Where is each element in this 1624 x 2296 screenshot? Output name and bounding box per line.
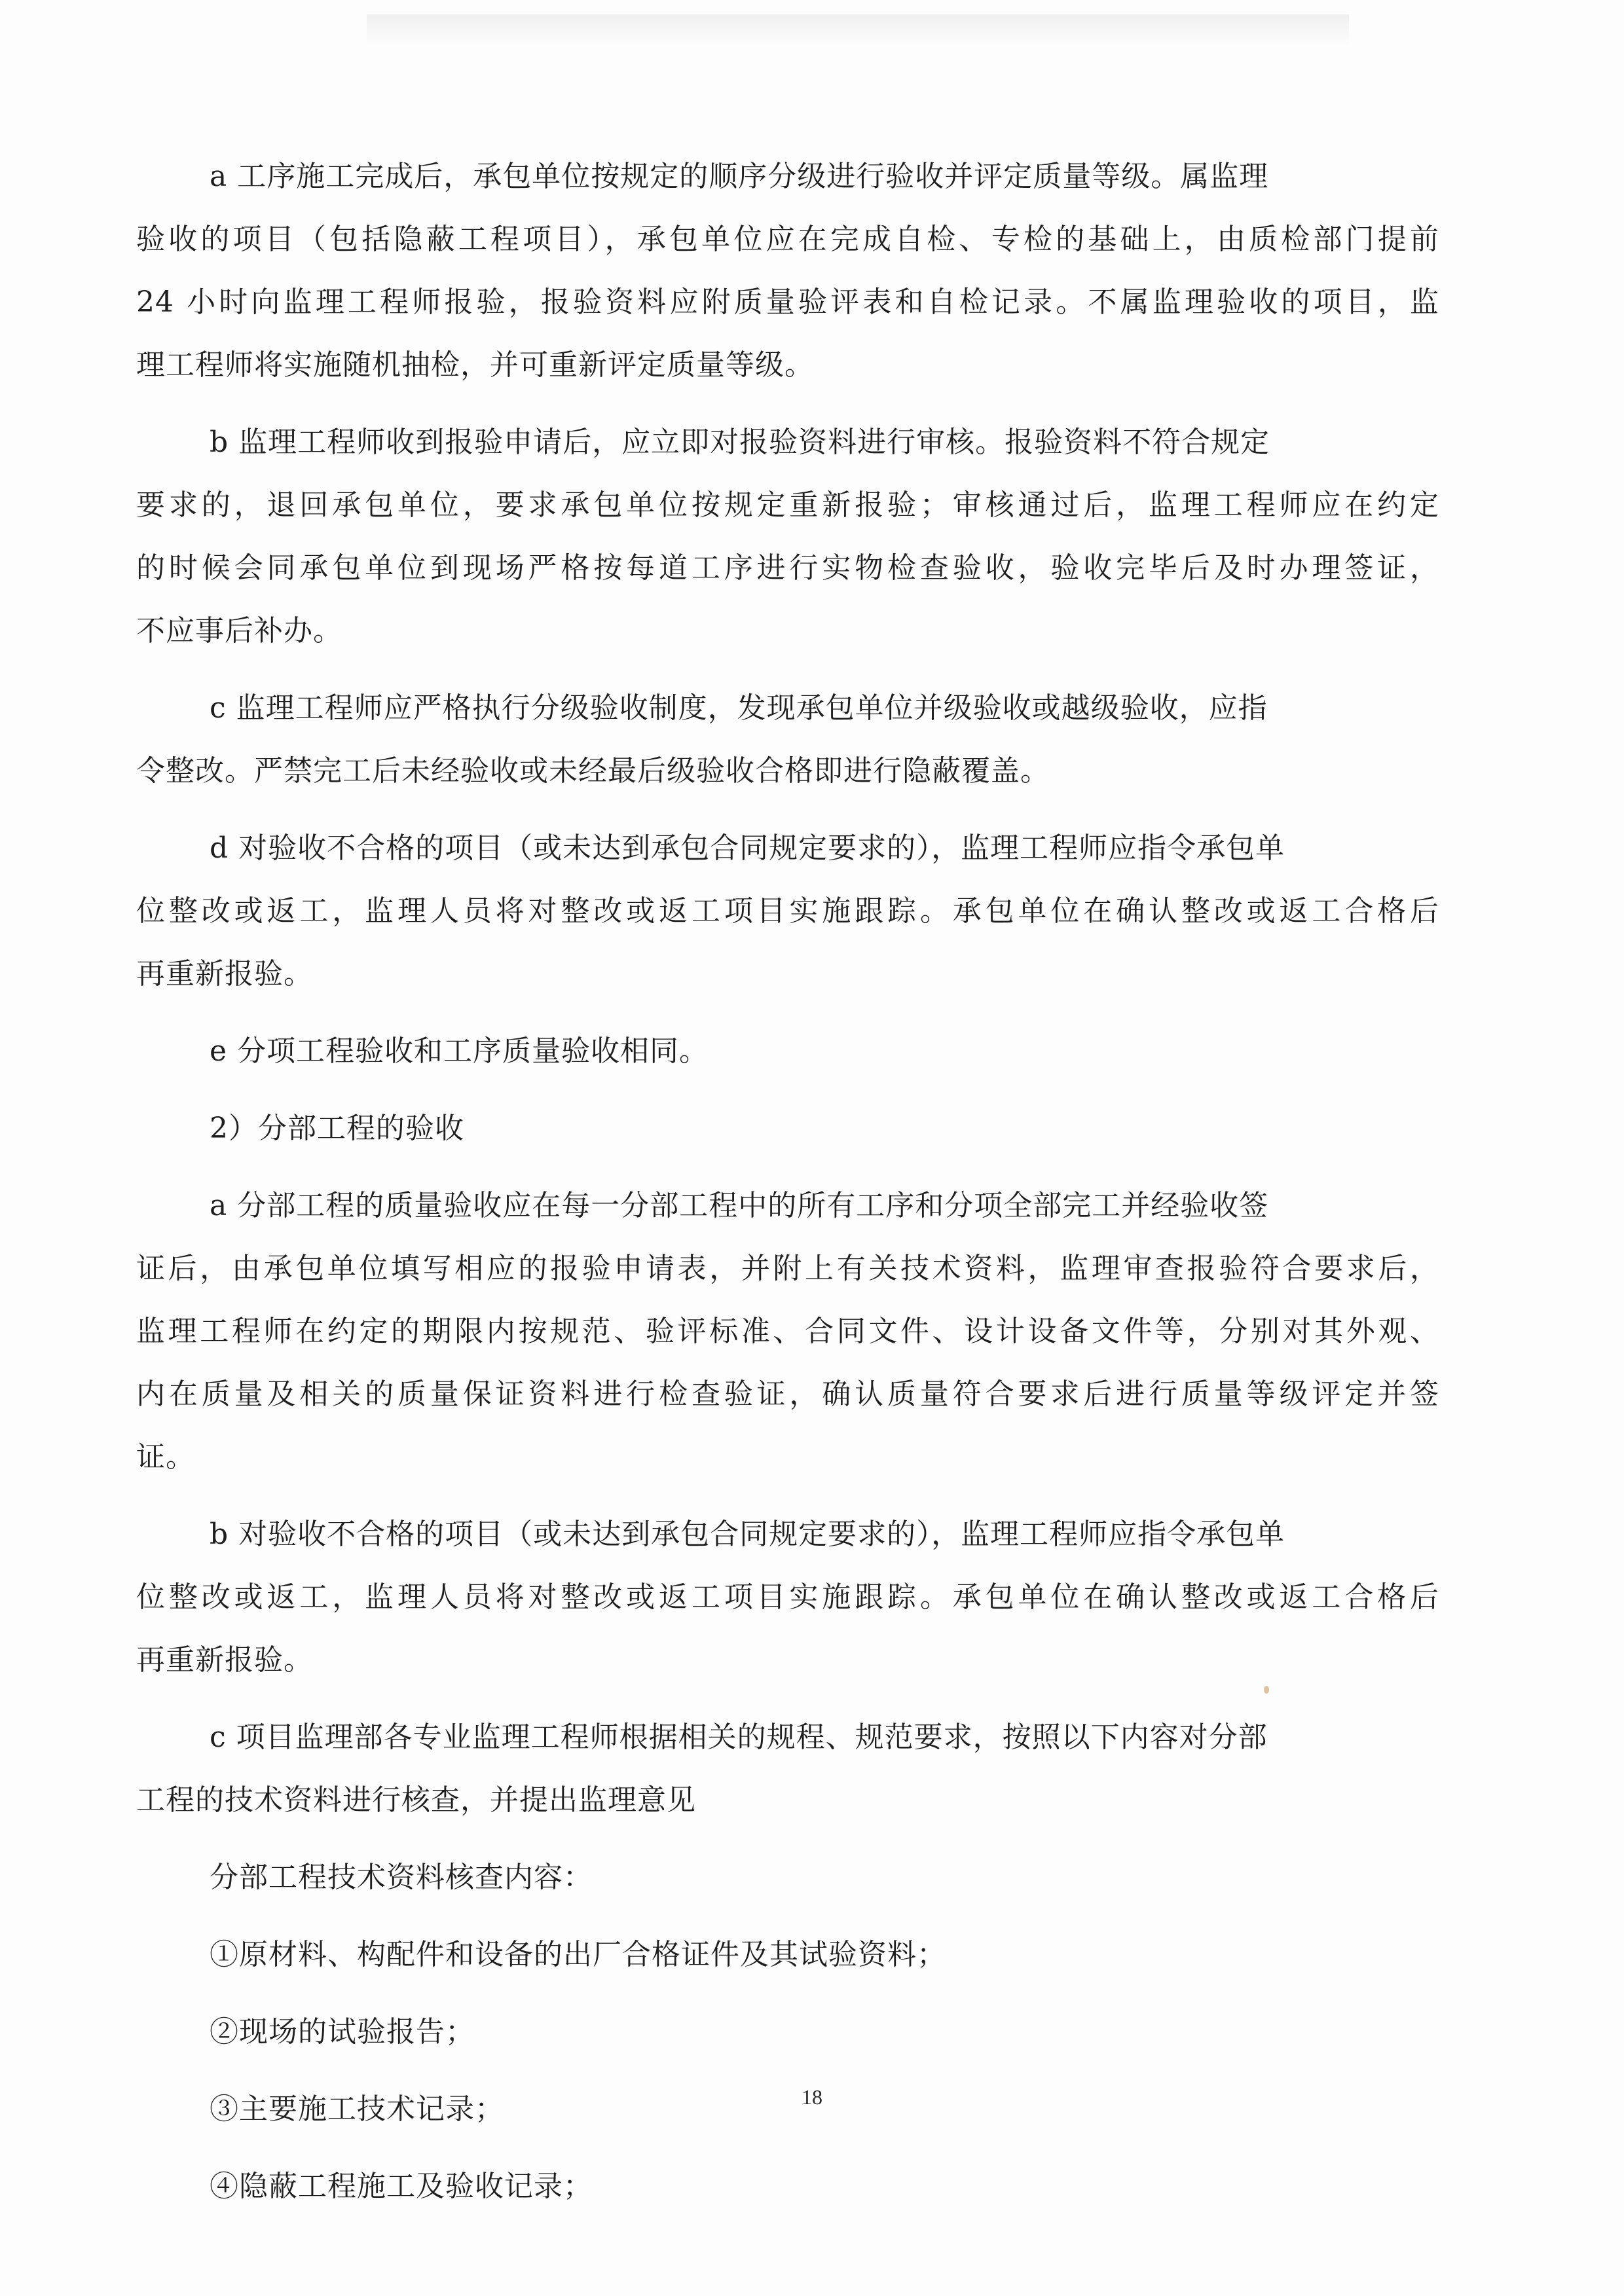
paragraph-line: 的时候会同承包单位到现场严格按每道工序进行实物检查验收，验收完毕后及时办理签证， [136, 551, 1439, 585]
paragraph-line: ②现场的试验报告； [210, 2015, 475, 2049]
paragraph-line: 工程的技术资料进行核查，并提出监理意见 [136, 1783, 696, 1817]
paragraph-line: ④隐蔽工程施工及验收记录； [210, 2170, 593, 2203]
paragraph-line: 位整改或返工，监理人员将对整改或返工项目实施跟踪。承包单位在确认整改或返工合格后 [136, 1580, 1439, 1614]
document-body [136, 145, 1446, 2232]
paragraph-line: c 监理工程师应严格执行分级验收制度，发现承包单位并级验收或越级验收，应指 [210, 691, 1268, 725]
paragraph-line: d 对验收不合格的项目（或未达到承包合同规定要求的），监理工程师应指令承包单 [210, 831, 1285, 865]
paragraph [136, 411, 1446, 663]
paragraph-line: b 监理工程师收到报验申请后，应立即对报验资料进行审核。报验资料不符合规定 [210, 426, 1270, 459]
paragraph-line: 2）分部工程的验收 [210, 1112, 464, 1145]
paragraph-line: 令整改。严禁完工后未经验收或未经最后级验收合格即进行隐蔽覆盖。 [136, 754, 1050, 788]
paragraph-line: 证。 [136, 1440, 195, 1474]
paragraph [136, 2155, 1446, 2218]
paragraph-line: c 项目监理部各专业监理工程师根据相关的规程、规范要求，按照以下内容对分部 [210, 1721, 1268, 1754]
paragraph-line: ③主要施工技术记录； [210, 2092, 504, 2126]
paragraph-line: 理工程师将实施随机抽检，并可重新评定质量等级。 [136, 348, 814, 382]
paragraph [136, 1706, 1446, 1832]
paragraph [136, 2001, 1446, 2064]
paragraph [136, 1175, 1446, 1489]
paragraph-line: 验收的项目（包括隐蔽工程项目），承包单位应在完成自检、专检的基础上，由质检部门提前 [136, 223, 1439, 256]
paragraph-line: a 分部工程的质量验收应在每一分部工程中的所有工序和分项全部完工并经验收签 [210, 1189, 1269, 1222]
paragraph-line: a 工序施工完成后，承包单位按规定的顺序分级进行验收并评定质量等级。属监理 [210, 160, 1269, 193]
paragraph-line: 监理工程师在约定的期限内按规范、验评标准、合同文件、设计设备文件等，分别对其外观、 [136, 1315, 1439, 1348]
paragraph-line: 再重新报验。 [136, 1643, 313, 1677]
paragraph [136, 145, 1446, 397]
paragraph [136, 817, 1446, 1006]
paragraph-line: 24 小时向监理工程师报验，报验资料应附质量验评表和自检记录。不属监理验收的项目，监 [136, 285, 1439, 319]
scan-speck [1264, 1686, 1269, 1694]
paragraph [136, 1846, 1446, 1909]
paragraph-line: 分部工程技术资料核查内容： [210, 1861, 593, 1894]
paragraph-line: b 对验收不合格的项目（或未达到承包合同规定要求的），监理工程师应指令承包单 [210, 1518, 1285, 1551]
paragraph-line: 内在质量及相关的质量保证资料进行检查验证，确认质量符合要求后进行质量等级评定并签 [136, 1377, 1439, 1411]
paragraph [136, 1503, 1446, 1692]
paragraph [136, 1020, 1446, 1083]
paragraph-line: e 分项工程验收和工序质量验收相同。 [210, 1034, 709, 1068]
paragraph [136, 1923, 1446, 1986]
paragraph-line: 再重新报验。 [136, 957, 313, 991]
paragraph-line: 要求的，退回承包单位，要求承包单位按规定重新报验；审核通过后，监理工程师应在约定 [136, 488, 1439, 522]
paragraph-line: 证后，由承包单位填写相应的报验申请表，并附上有关技术资料，监理审查报验符合要求后， [136, 1252, 1439, 1285]
paragraph-line: 位整改或返工，监理人员将对整改或返工项目实施跟踪。承包单位在确认整改或返工合格后 [136, 894, 1439, 928]
page-number: 18 [802, 2085, 822, 2109]
paragraph [136, 1097, 1446, 1160]
paragraph [136, 677, 1446, 803]
paragraph-line: 不应事后补办。 [136, 614, 342, 647]
scan-header-smudge [367, 14, 1349, 46]
paragraph-line: ①原材料、构配件和设备的出厂合格证件及其试验资料； [210, 1938, 946, 1971]
